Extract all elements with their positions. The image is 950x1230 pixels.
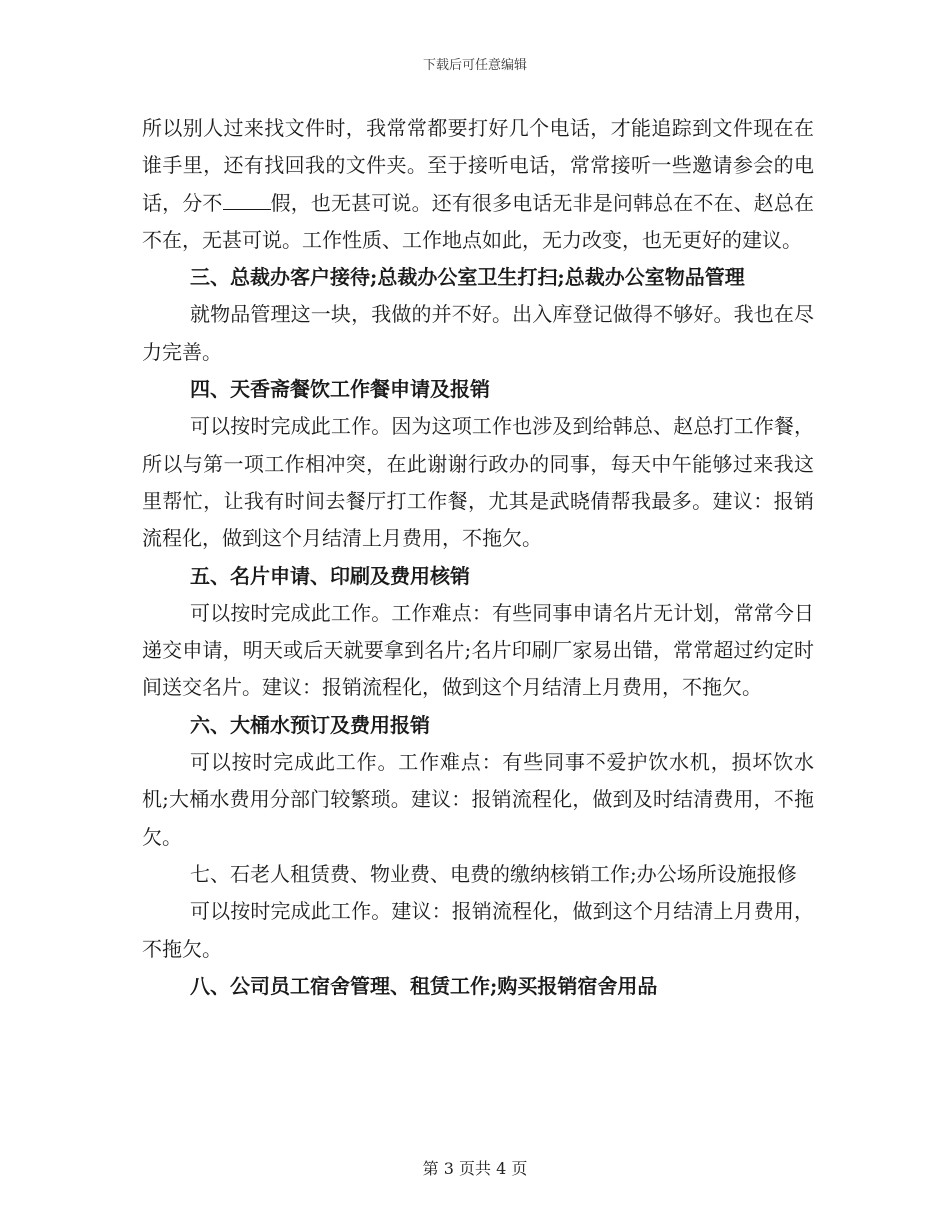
blank-underline	[223, 191, 271, 210]
section-heading-4: 四、天香斋餐饮工作餐申请及报销	[190, 377, 490, 402]
paragraph-section-7: 可以按时完成此工作。建议：报销流程化，做到这个月结清上月费用，不拖欠。	[142, 899, 814, 961]
paragraph-section-6: 可以按时完成此工作。工作难点：有些同事不爱护饮水机，损坏饮水机;大桶水费用分部门较繁琐。建议：报销流程化，做到及时结清费用，不拖欠。	[142, 750, 814, 849]
section-heading-6: 六、大桶水预订及费用报销	[190, 712, 430, 737]
document-body	[142, 110, 814, 1005]
section-heading-7: 七、石老人租赁费、物业费、电费的缴纳核销工作;办公场所设施报修	[190, 861, 797, 886]
paragraph-phone-duties	[142, 110, 814, 259]
paragraph-text: 所以别人过来找文件时，我常常都要打好几个电话，才能追踪到文件现在在谁手里，还有找回我的文件夹。至于接听电话，常常接听一些邀请参会的电话，分不	[142, 116, 814, 215]
page-footer: 第 3 页共 4 页	[422, 1159, 528, 1178]
paragraph-section-4: 可以按时完成此工作。因为这项工作也涉及到给韩总、赵总打工作餐，所以与第一项工作相冲突，在此谢谢行政办的同事，每天中午能够过来我这里帮忙，让我有时间去餐厅打工作餐，尤其是武晓倩帮我最多。建议：报销流程化，做到这个月结清上月费用，不拖欠。	[142, 414, 814, 551]
paragraph-section-3: 就物品管理这一块，我做的并不好。出入库登记做得不够好。我也在尽力完善。	[142, 302, 814, 364]
paragraph-section-5: 可以按时完成此工作。工作难点：有些同事申请名片无计划，常常今日递交申请，明天或后天就要拿到名片;名片印刷厂家易出错，常常超过约定时间送交名片。建议：报销流程化，做到这个月结清上月费用，不拖欠。	[142, 600, 814, 700]
paragraph-text-tail: 假，也无甚可说。还有很多电话无非是问韩总在不在、赵总在不在，无甚可说。工作性质、工作地点如此，无力改变，也无更好的建议。	[142, 190, 815, 252]
page-header: 下载后可任意编辑	[422, 58, 527, 73]
section-heading-5: 五、名片申请、印刷及费用核销	[190, 563, 470, 588]
section-heading-8: 八、公司员工宿舍管理、租赁工作;购买报销宿舍用品	[190, 973, 658, 998]
section-heading-3: 三、总裁办客户接待;总裁办公室卫生打扫;总裁办公室物品管理	[190, 265, 745, 290]
